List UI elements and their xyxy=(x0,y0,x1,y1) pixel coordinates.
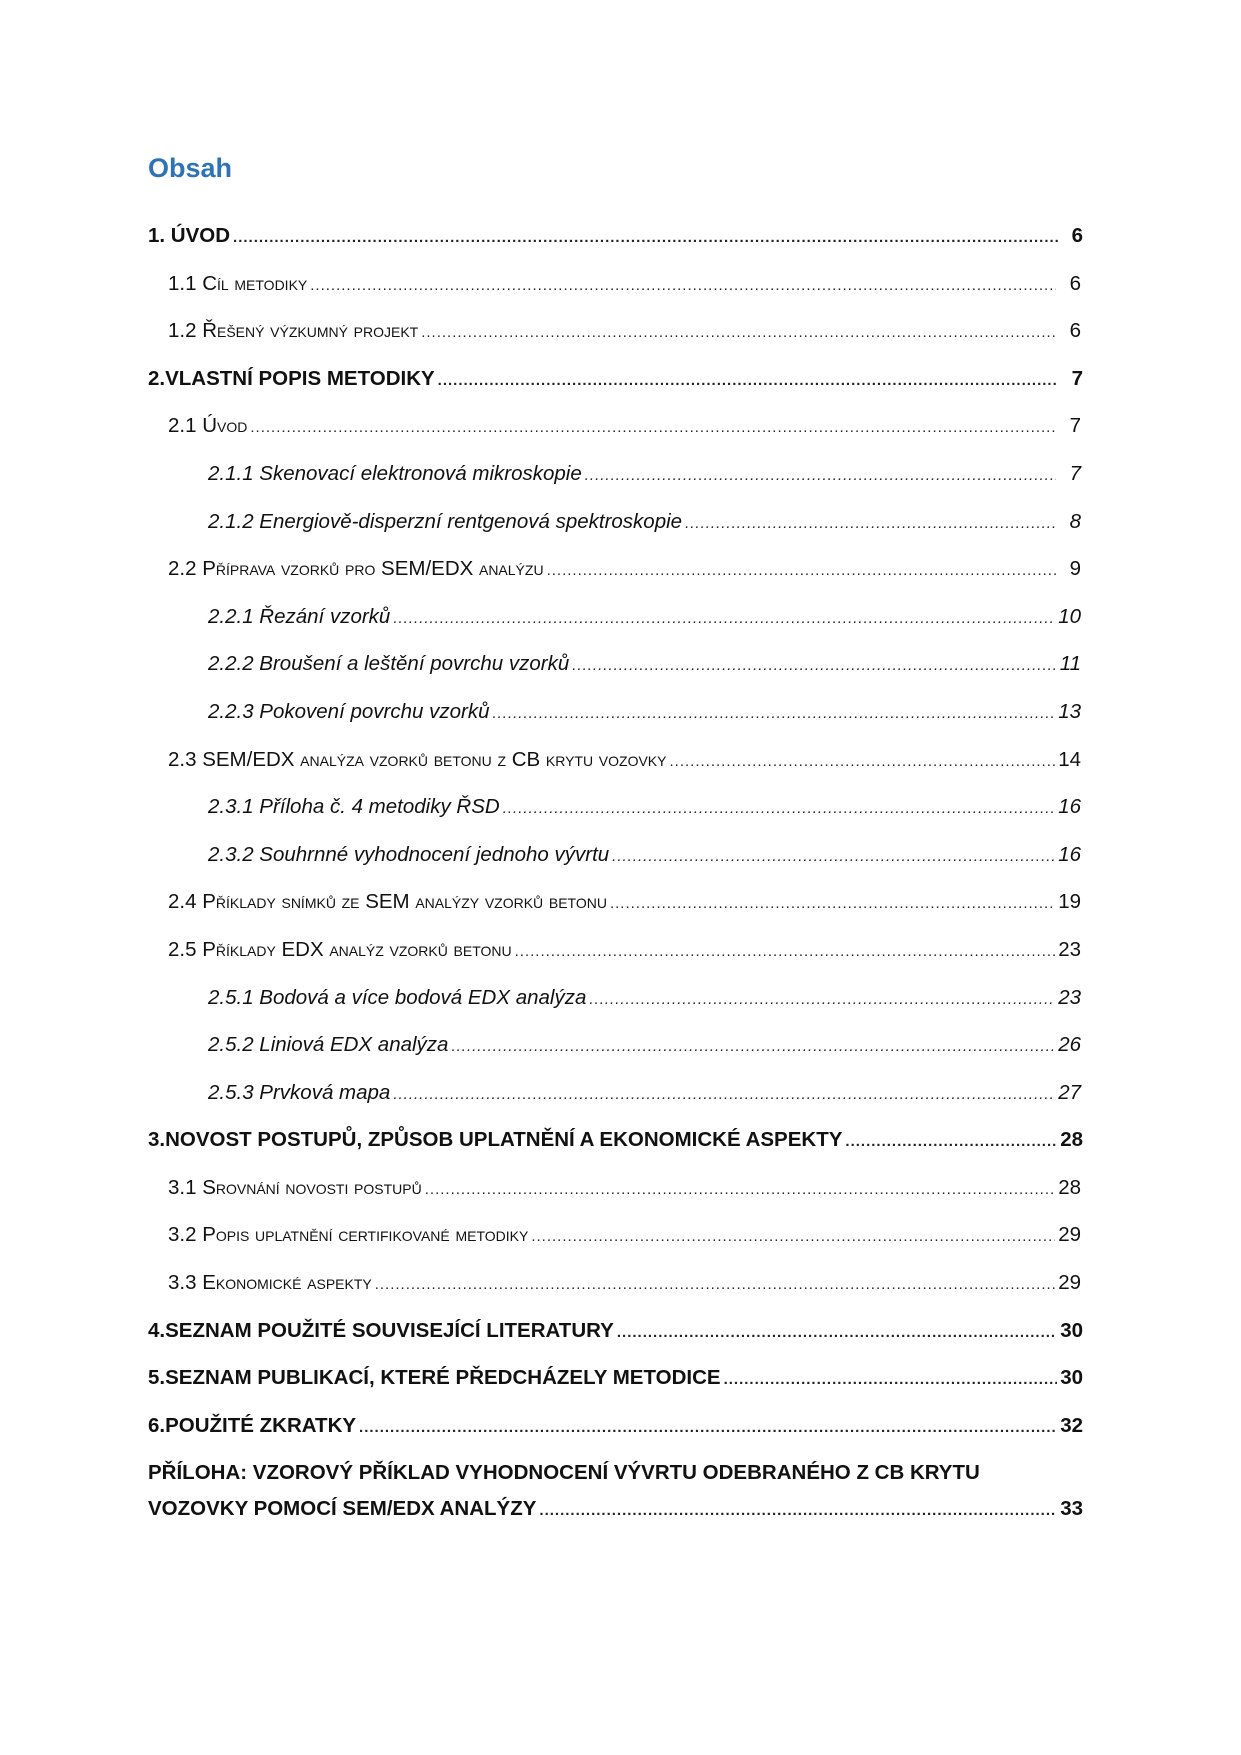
toc-entry-label: 2.2.1 Řezání vzorků xyxy=(208,604,391,628)
toc-entry-label: 4.SEZNAM POUŽITÉ SOUVISEJÍCÍ LITERATURY xyxy=(148,1318,614,1342)
dot-leader xyxy=(515,928,1056,976)
toc-entry-2-2-1[interactable] xyxy=(148,593,1081,641)
toc-entry-label: 2.4 Příklady snímků ze SEM analýzy vzorků betonu xyxy=(168,890,607,914)
toc-entry-2-1[interactable] xyxy=(148,402,1081,450)
dot-leader xyxy=(612,833,1055,881)
toc-entry-label: 2.1 Úvod xyxy=(168,414,248,438)
toc-page-number: 10 xyxy=(1058,604,1081,628)
toc-page-number: 30 xyxy=(1060,1318,1083,1342)
dot-leader xyxy=(531,1213,1055,1261)
toc-entry-2-1-2[interactable] xyxy=(148,498,1081,546)
toc-entry-label: 3.NOVOST POSTUPŮ, ZPŮSOB UPLATNĚNÍ A EKONOMICKÉ ASPEKTY xyxy=(148,1128,843,1152)
toc-page-number: 8 xyxy=(1069,509,1081,533)
toc-page-number: 6 xyxy=(1071,224,1083,247)
toc-entry-2-5-2[interactable] xyxy=(148,1021,1081,1069)
toc-page-number: 29 xyxy=(1058,1223,1081,1247)
dot-leader xyxy=(589,976,1055,1024)
toc-heading: Obsah xyxy=(148,153,233,183)
toc-page-number: 6 xyxy=(1069,271,1081,295)
toc-entry-2-3-1[interactable] xyxy=(148,783,1081,831)
toc-entry-2[interactable] xyxy=(148,355,1083,403)
toc-page-number: 16 xyxy=(1058,842,1081,866)
toc-entry-2-3[interactable] xyxy=(148,736,1081,784)
toc-entry-label: 1.2 Řešený výzkumný projekt xyxy=(168,319,419,343)
dot-leader xyxy=(572,642,1056,690)
table-of-contents xyxy=(148,212,1088,1529)
dot-leader xyxy=(503,785,1056,833)
toc-entry-2-3-2[interactable] xyxy=(148,831,1081,879)
toc-page-number: 26 xyxy=(1058,1033,1081,1057)
toc-page-number: 23 xyxy=(1058,985,1081,1009)
dot-leader xyxy=(310,262,1056,310)
toc-entry-label: 2.5.2 Liniová EDX analýza xyxy=(208,1033,449,1057)
toc-page-number: 7 xyxy=(1071,366,1083,390)
dot-leader xyxy=(359,1404,1057,1452)
toc-page-number: 29 xyxy=(1058,1271,1081,1295)
toc-page-number: 30 xyxy=(1060,1366,1083,1390)
dot-leader xyxy=(438,357,1058,405)
dot-leader xyxy=(492,690,1055,738)
dot-leader xyxy=(617,1309,1057,1357)
toc-entry-label: 2.3 SEM/EDX analýza vzorků betonu z CB krytu vozovky xyxy=(168,747,667,771)
toc-page-number: 28 xyxy=(1058,1175,1081,1199)
toc-page-number: 27 xyxy=(1058,1080,1081,1104)
toc-entry-label: VOZOVKY POMOCÍ SEM/EDX ANALÝZY xyxy=(148,1497,537,1521)
dot-leader xyxy=(393,595,1055,643)
toc-entry-6[interactable] xyxy=(148,1402,1083,1450)
dot-leader xyxy=(375,1261,1055,1309)
toc-entry-3-2[interactable] xyxy=(148,1211,1081,1259)
toc-page-number: 7 xyxy=(1069,414,1081,438)
dot-leader xyxy=(250,404,1056,452)
toc-entry-5[interactable] xyxy=(148,1354,1083,1402)
toc-page-number: 7 xyxy=(1069,461,1081,485)
toc-page-number: 9 xyxy=(1069,557,1081,581)
toc-entry-1-1[interactable] xyxy=(148,260,1081,308)
dot-leader xyxy=(393,1071,1055,1119)
toc-entry-1-2[interactable] xyxy=(148,307,1081,355)
dot-leader xyxy=(547,547,1056,595)
toc-entry-3-3[interactable] xyxy=(148,1259,1081,1307)
toc-entry-2-5-1[interactable] xyxy=(148,974,1081,1022)
toc-entry-label: PŘÍLOHA: VZOROVÝ PŘÍKLAD VYHODNOCENÍ VÝVRTU ODEBRANÉHO Z CB KRYTU xyxy=(148,1461,980,1485)
toc-page-number: 23 xyxy=(1058,937,1081,961)
dot-leader xyxy=(685,500,1056,548)
toc-entry-2-2-3[interactable] xyxy=(148,688,1081,736)
toc-entry-label: 3.1 Srovnání novosti postupů xyxy=(168,1175,422,1199)
toc-entry-label: 2.3.1 Příloha č. 4 metodiky ŘSD xyxy=(208,795,500,819)
toc-entry-2-1-1[interactable] xyxy=(148,450,1081,498)
toc-page-number: 14 xyxy=(1058,747,1081,771)
dot-leader xyxy=(421,309,1056,357)
toc-entry-label: 2.3.2 Souhrnné vyhodnocení jednoho vývrtu xyxy=(208,842,610,866)
toc-entry-label: 1. ÚVOD xyxy=(148,224,231,247)
toc-entry-2-2[interactable] xyxy=(148,545,1081,593)
toc-entry-2-4[interactable] xyxy=(148,878,1081,926)
dot-leader xyxy=(724,1356,1058,1404)
toc-entry-label: 2.5.3 Prvková mapa xyxy=(208,1080,391,1104)
toc-page-number: 32 xyxy=(1060,1413,1083,1437)
toc-entry-label-line-2 xyxy=(148,1491,1083,1529)
dot-leader xyxy=(610,880,1055,928)
toc-entry-2-5-3[interactable] xyxy=(148,1069,1081,1117)
toc-entry-1[interactable] xyxy=(148,212,1083,260)
toc-entry-label: 2.1.2 Energiově-disperzní rentgenová spektroskopie xyxy=(208,509,683,533)
toc-entry-label: 3.3 Ekonomické aspekty xyxy=(168,1271,372,1295)
dot-leader xyxy=(539,1493,1057,1529)
toc-entry-label: 2.1.1 Skenovací elektronová mikroskopie xyxy=(208,461,582,485)
toc-entry-label: 6.POUŽITÉ ZKRATKY xyxy=(148,1413,357,1437)
toc-entry-label: 2.VLASTNÍ POPIS METODIKY xyxy=(148,366,435,390)
dot-leader xyxy=(425,1166,1055,1214)
toc-page-number: 13 xyxy=(1058,699,1081,723)
dot-leader xyxy=(669,738,1055,786)
toc-entry-3-1[interactable] xyxy=(148,1164,1081,1212)
toc-entry-label: 3.2 Popis uplatnění certifikované metodiky xyxy=(168,1223,529,1247)
toc-entry-label: 2.5.1 Bodová a více bodová EDX analýza xyxy=(208,985,587,1009)
toc-page-number: 11 xyxy=(1059,652,1081,676)
toc-page-number: 6 xyxy=(1069,319,1081,343)
toc-entry-2-5[interactable] xyxy=(148,926,1081,974)
toc-entry-label: 2.2.3 Pokovení povrchu vzorků xyxy=(208,699,490,723)
toc-page-number: 16 xyxy=(1058,795,1081,819)
toc-entry-2-2-2[interactable] xyxy=(148,640,1081,688)
toc-entry-label: 2.2.2 Broušení a leštění povrchu vzorků xyxy=(208,652,570,676)
toc-entry-appendix[interactable] xyxy=(148,1449,1083,1529)
toc-page-number: 28 xyxy=(1060,1128,1083,1152)
toc-entry-label: 2.5 Příklady EDX analýz vzorků betonu xyxy=(168,937,512,961)
toc-page-number: 33 xyxy=(1060,1497,1083,1521)
dot-leader xyxy=(233,214,1058,262)
toc-entry-label: 5.SEZNAM PUBLIKACÍ, KTERÉ PŘEDCHÁZELY METODICE xyxy=(148,1366,721,1390)
toc-entry-label: 2.2 Příprava vzorků pro SEM/EDX analýzu xyxy=(168,557,544,581)
toc-page-number: 19 xyxy=(1058,890,1081,914)
toc-entry-3[interactable] xyxy=(148,1116,1083,1164)
dot-leader xyxy=(451,1023,1055,1071)
dot-leader xyxy=(845,1118,1057,1166)
toc-entry-4[interactable] xyxy=(148,1307,1083,1355)
toc-entry-label: 1.1 Cíl metodiky xyxy=(168,271,308,295)
dot-leader xyxy=(585,452,1056,500)
